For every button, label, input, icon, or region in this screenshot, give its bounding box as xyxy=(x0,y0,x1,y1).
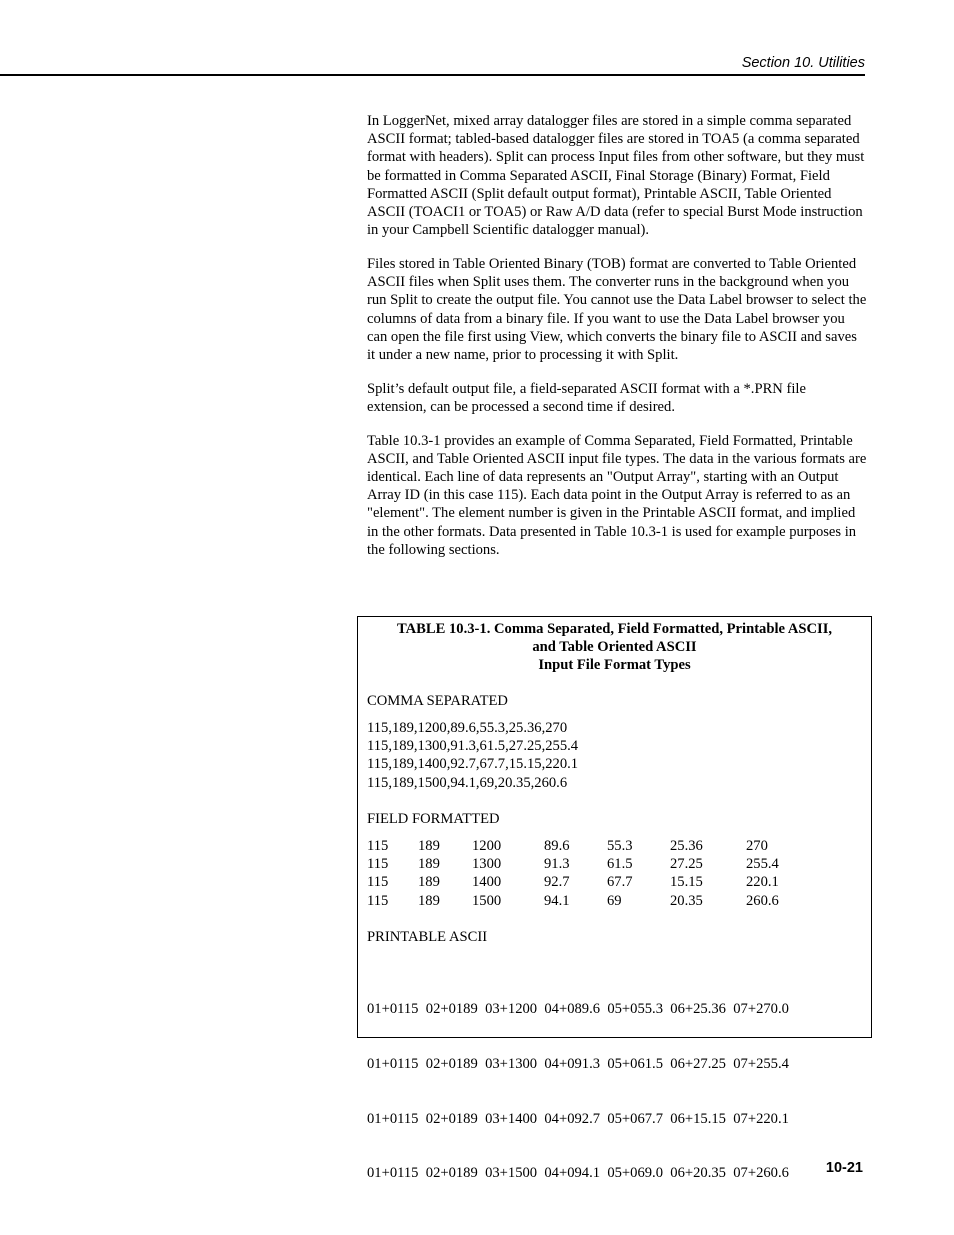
field-cell: 1300 xyxy=(472,856,502,873)
field-cell: 189 xyxy=(418,892,440,909)
field-cell: 1400 xyxy=(472,874,502,891)
field-cell: 92.7 xyxy=(544,874,570,891)
printable-ascii-block xyxy=(367,964,789,1219)
field-cell: 69 xyxy=(607,892,622,909)
field-cell: 91.3 xyxy=(544,856,570,873)
comma-separated-block xyxy=(367,719,578,792)
field-cell: 89.6 xyxy=(544,838,570,854)
field-cell: 220.1 xyxy=(746,874,779,891)
printable-row: 01+0115 02+0189 03+1500 04+094.1 05+069.0 06+20.35 07+260.6 xyxy=(367,1165,789,1182)
table-title-line-1: TABLE 10.3-1. Comma Separated, Field Formatted, Printable ASCII, xyxy=(396,621,833,637)
body-text xyxy=(367,112,867,574)
header-rule xyxy=(0,74,865,76)
field-cell: 189 xyxy=(418,856,440,873)
printable-row: 01+0115 02+0189 03+1300 04+091.3 05+061.5 06+27.25 07+255.4 xyxy=(367,1056,789,1073)
field-cell: 189 xyxy=(418,838,440,854)
paragraph-tob: Files stored in Table Oriented Binary (TOB) format are converted to Table Oriented ASCII files when Split uses them. The converter runs in the background when you run Split to create the output file. You cannot use the Data Label browser to select the columns of data from a binary file. If you want to use the Data Label browser you can open the file first using View, which converts the binary file to ASCII and saves it under a new name, prior to processing it with Split. xyxy=(367,255,867,363)
table-title-line-2: and Table Oriented ASCII xyxy=(532,639,697,656)
comma-row: 115,189,1200,89.6,55.3,25.36,270 xyxy=(367,720,568,736)
field-cell: 270 xyxy=(746,838,768,854)
field-cell: 67.7 xyxy=(607,874,633,891)
field-cell: 260.6 xyxy=(746,892,779,909)
comma-separated-label: COMMA SEPARATED xyxy=(367,693,508,709)
field-cell: 25.36 xyxy=(670,838,703,854)
table-title xyxy=(358,620,871,675)
printable-row: 01+0115 02+0189 03+1400 04+092.7 05+067.7 06+15.15 07+220.1 xyxy=(367,1110,789,1127)
field-cell: 115 xyxy=(367,856,389,873)
field-cell: 27.25 xyxy=(670,856,703,873)
field-cell: 115 xyxy=(367,838,389,854)
page-number: 10-21 xyxy=(825,1160,863,1176)
field-cell: 1200 xyxy=(472,838,502,854)
field-cell: 189 xyxy=(418,874,440,891)
field-cell: 61.5 xyxy=(607,856,633,873)
field-cell: 55.3 xyxy=(607,838,633,854)
field-cell: 94.1 xyxy=(544,892,570,909)
paragraph-prn: Split’s default output file, a field-separated ASCII format with a *.PRN file extension, can be processed a second time if desired. xyxy=(367,380,806,415)
comma-row: 115,189,1400,92.7,67.7,15.15,220.1 xyxy=(367,756,579,773)
section-header: Section 10. Utilities xyxy=(741,55,865,71)
paragraph-table-intro: Table 10.3-1 provides an example of Comma Separated, Field Formatted, Printable ASCII, and Table Oriented ASCII input file types. The data in the various formats are identical. Each line of data represents an "Output Array", starting with an Output Array ID (in this case 115). Each data point in the Output Array is referred to as an "element". The element number is given in the Printable ASCII format, and implied in the other formats. Data presented in Table 10.3-1 is used for example purposes in the following sections. xyxy=(367,432,867,558)
field-cell: 115 xyxy=(367,892,389,909)
field-cell: 255.4 xyxy=(746,856,779,873)
paragraph-intro: In LoggerNet, mixed array datalogger files are stored in a simple comma separated ASCII format; tabled-based datalogger files are stored in TOA5 (a comma separated format with headers). Split can process Input files from other software, but they must be formatted in Comma Separated ASCII, Final Storage (Binary) Format, Field Formatted ASCII (Split default output format), Printable ASCII, Table Oriented ASCII (TOACI1 or TOA5) or Raw A/D data (refer to special Burst Mode instruction in your Campbell Scientific datalogger manual). xyxy=(367,113,865,239)
field-cell: 115 xyxy=(367,874,389,891)
comma-row: 115,189,1300,91.3,61.5,27.25,255.4 xyxy=(367,738,579,755)
table-title-line-3: Input File Format Types xyxy=(538,657,691,674)
printable-ascii-label: PRINTABLE ASCII xyxy=(367,929,488,945)
printable-row: 01+0115 02+0189 03+1200 04+089.6 05+055.3 06+25.36 07+270.0 xyxy=(367,1001,789,1018)
field-cell: 1500 xyxy=(472,892,502,909)
field-cell: 20.35 xyxy=(670,892,703,909)
field-formatted-label: FIELD FORMATTED xyxy=(367,811,500,827)
comma-row: 115,189,1500,94.1,69,20.35,260.6 xyxy=(367,774,568,791)
field-cell: 15.15 xyxy=(670,874,703,891)
